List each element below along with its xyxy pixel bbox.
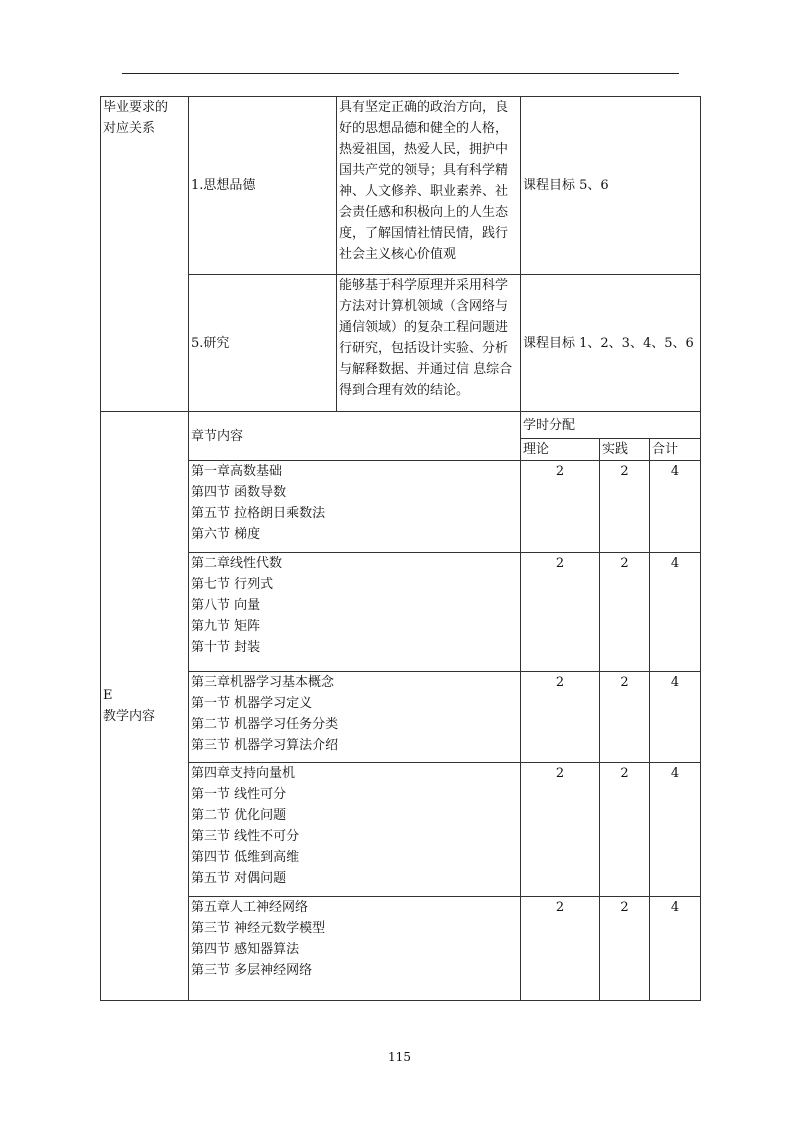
- chapter-line: 第三节 神经元数学模型: [191, 921, 326, 936]
- description-line: 方法对计算机领域（含网络与: [339, 299, 509, 314]
- description-line: 行研究，包括设计实验、分析: [339, 341, 509, 356]
- chapter-content-cell: [189, 763, 521, 897]
- header-rule: [122, 73, 679, 74]
- chapter-row: [101, 553, 701, 672]
- graduation-label-line: 对应关系: [103, 121, 156, 136]
- graduation-label-line: 毕业要求的: [103, 100, 169, 115]
- hours-header: 学时分配: [523, 417, 576, 433]
- description-cell: [337, 97, 521, 275]
- chapter-row: [101, 461, 701, 553]
- requirement-name: 1.思想品德: [191, 178, 256, 193]
- chapter-content: [191, 897, 518, 981]
- total-hours: 4: [650, 672, 701, 763]
- teaching-label: [103, 685, 186, 727]
- chapter-line: 第六节 梯度: [191, 527, 261, 542]
- description-line: 得到合理有效的结论。: [339, 383, 470, 398]
- chapter-row: [101, 897, 701, 1001]
- teaching-label-line: 教学内容: [103, 709, 156, 724]
- description-line: 具有坚定正确的政治方向，良: [339, 100, 509, 115]
- chapter-line: 第三章机器学习基本概念: [191, 675, 335, 690]
- chapter-line: 第四章支持向量机: [191, 766, 296, 781]
- total-hours: 4: [650, 763, 701, 897]
- hours-header-cell: [521, 412, 701, 439]
- chapter-line: 第五章人工神经网络: [191, 900, 309, 915]
- practice-hours: 2: [600, 553, 650, 672]
- chapter-content-cell: [189, 461, 521, 553]
- practice-header-cell: [600, 439, 650, 461]
- chapter-content-cell: [189, 672, 521, 763]
- chapter-line: 第三节 机器学习算法介绍: [191, 738, 339, 753]
- graduation-row-1: [101, 97, 701, 275]
- total-hours: 4: [650, 897, 701, 1001]
- chapter-line: 第一节 线性可分: [191, 787, 287, 802]
- chapter-line: 第三节 线性不可分: [191, 829, 300, 844]
- practice-hours: 2: [600, 763, 650, 897]
- chapter-content: [191, 672, 518, 756]
- chapter-line: 第四节 感知器算法: [191, 942, 300, 957]
- objective-cell: [521, 97, 701, 275]
- description-line: 热爱祖国，热爱人民，拥护中: [339, 142, 509, 157]
- chapter-row: [101, 672, 701, 763]
- graduation-row-2: [101, 275, 701, 412]
- chapter-line: 第二节 机器学习任务分类: [191, 717, 339, 732]
- teaching-label-cell: [101, 412, 189, 1001]
- total-hours: 4: [650, 461, 701, 553]
- description-line: 度，了解国情社情民情，践行: [339, 226, 509, 241]
- chapter-line: 第二章线性代数: [191, 556, 283, 571]
- total-header-cell: [650, 439, 701, 461]
- chapter-line: 第四节 函数导数: [191, 485, 287, 500]
- theory-hours: 2: [521, 897, 600, 1001]
- description-line: 能够基于科学原理并采用科学: [339, 278, 509, 293]
- description-line: 社会主义核心价值观: [339, 247, 457, 262]
- chapter-line: 第一节 机器学习定义: [191, 696, 313, 711]
- requirement-cell: [189, 97, 337, 275]
- chapter-row: [101, 763, 701, 897]
- total-hours: 4: [650, 553, 701, 672]
- description-line: 好的思想品德和健全的人格，: [339, 121, 509, 136]
- description-line: 通信领域）的复杂工程问题进: [339, 320, 509, 335]
- practice-hours: 2: [600, 897, 650, 1001]
- practice-header: 实践: [602, 442, 629, 457]
- requirement-description: [339, 275, 518, 401]
- theory-header-cell: [521, 439, 600, 461]
- graduation-label-cell: [101, 97, 189, 412]
- chapter-content: [191, 461, 518, 545]
- chapter-content: [191, 763, 518, 889]
- chapter-line: 第三节 多层神经网络: [191, 963, 313, 978]
- graduation-label: [103, 97, 186, 139]
- requirement-name: 5.研究: [191, 335, 230, 351]
- teaching-label-line: E: [103, 688, 113, 703]
- requirement-cell: [189, 275, 337, 412]
- chapter-content: [191, 553, 518, 658]
- description-line: 会责任感和积极向上的人生态: [339, 205, 509, 220]
- chapter-line: 第四节 低维到高维: [191, 850, 300, 865]
- description-cell: [337, 275, 521, 412]
- theory-hours: 2: [521, 672, 600, 763]
- theory-header: 理论: [523, 442, 550, 457]
- chapter-content-cell: [189, 897, 521, 1001]
- theory-hours: 2: [521, 553, 600, 672]
- chapter-line: 第十节 封装: [191, 640, 261, 655]
- content-header-cell: [189, 412, 521, 461]
- objective-cell: [521, 275, 701, 412]
- course-table: [100, 96, 701, 1001]
- content-header: 章节内容: [191, 428, 244, 444]
- chapter-line: 第八节 向量: [191, 598, 261, 613]
- course-objective: 课程目标 1、2、3、4、5、6: [523, 335, 694, 351]
- chapter-line: 第一章高数基础: [191, 464, 283, 479]
- practice-hours: 2: [600, 461, 650, 553]
- description-line: 神、人文修养、职业素养、社: [339, 184, 509, 199]
- chapter-line: 第七节 行列式: [191, 577, 274, 592]
- chapter-line: 第五节 拉格朗日乘数法: [191, 506, 326, 521]
- practice-hours: 2: [600, 672, 650, 763]
- chapter-line: 第五节 对偶问题: [191, 871, 287, 886]
- theory-hours: 2: [521, 461, 600, 553]
- requirement-description: [339, 97, 518, 265]
- page-number: 115: [388, 1050, 411, 1064]
- course-objective: 课程目标 5、6: [523, 178, 609, 193]
- total-header: 合计: [652, 442, 679, 457]
- chapter-content-cell: [189, 553, 521, 672]
- description-line: 国共产党的领导；具有科学精: [339, 163, 509, 178]
- chapter-line: 第二节 优化问题: [191, 808, 287, 823]
- theory-hours: 2: [521, 763, 600, 897]
- description-line: 与解释数据、并通过信 息综合: [339, 362, 513, 377]
- chapter-line: 第九节 矩阵: [191, 619, 261, 634]
- teaching-header-row: [101, 412, 701, 439]
